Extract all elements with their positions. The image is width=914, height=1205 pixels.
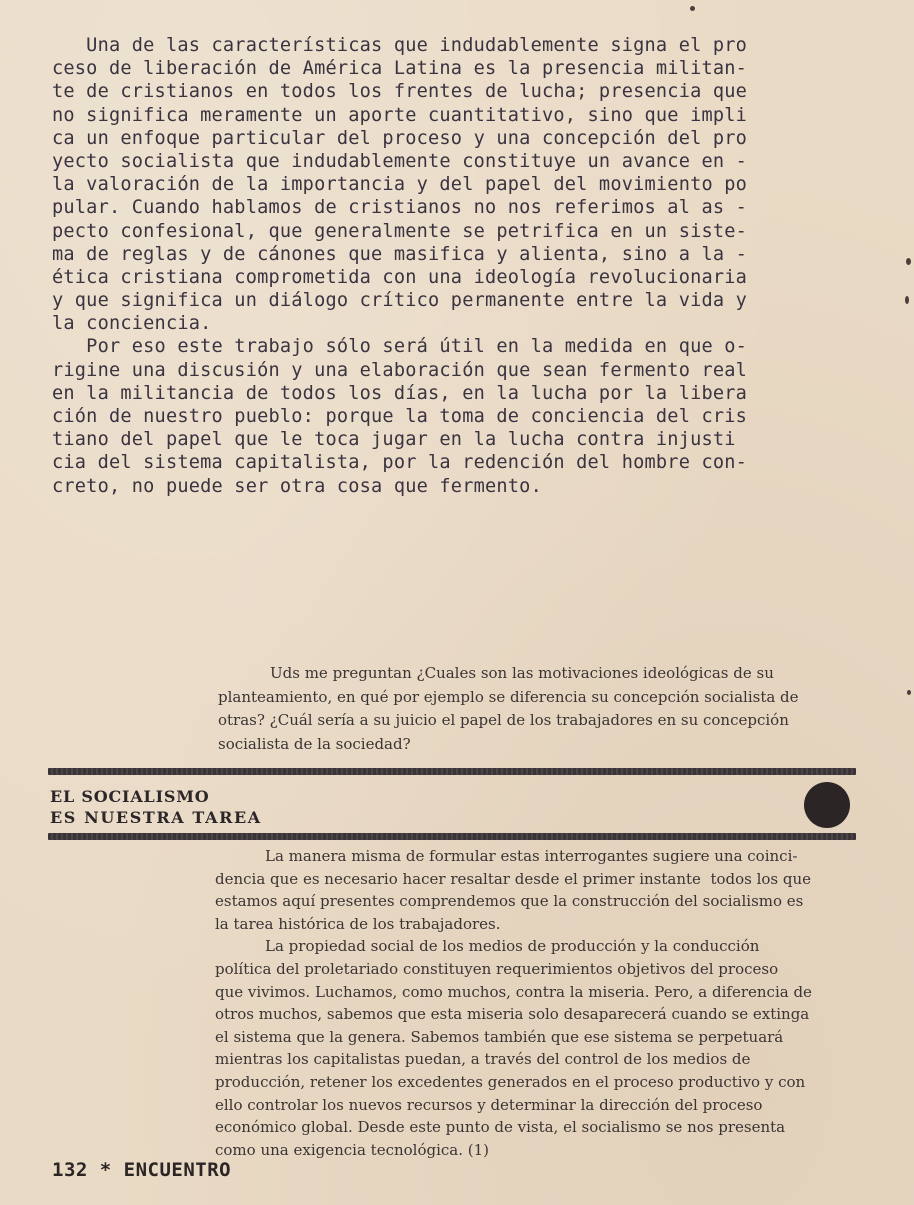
paper-speck [907,690,911,695]
section-heading [50,786,262,828]
typed-line: pular. Cuando hablamos de cristianos no nos referimos al as - [52,197,748,219]
page-footer: 132 * ENCUENTRO [52,1159,232,1181]
typed-line: la conciencia. [52,313,212,335]
typed-paragraphs [52,34,792,498]
body-line: como una exigencia tecnológica. (1) [215,1140,490,1159]
section-bullet-dot [804,782,850,828]
body-line: ello controlar los nuevos recursos y determinar la dirección del proceso [215,1095,763,1114]
typed-line: te de cristianos en todos los frentes de lucha; presencia que [52,81,748,103]
body-line: producción, retener los excedentes generados en el proceso productivo y con [215,1072,806,1091]
body-line: La manera misma de formular estas interrogantes sugiere una coinci- [265,847,798,865]
typed-line: ética cristiana comprometida con una ideología revolucionaria [52,266,748,288]
typed-line: ca un enfoque particular del proceso y una concepción del pro [52,127,748,149]
body-line: mientras los capitalistas puedan, a través del control de los medios de [215,1050,751,1069]
typed-line: en la militancia de todos los días, en la lucha por la libera [52,382,748,404]
typed-line: Por eso este trabajo sólo será útil en la medida en que o- [52,336,748,358]
section-heading-line: ES NUESTRA TAREA [50,808,262,827]
body-line: económico global. Desde este punto de vista, el socialismo se nos presenta [215,1118,786,1137]
body-line: política del proletariado constituyen requerimientos objetivos del proceso [215,959,779,978]
typed-line: ceso de liberación de América Latina es la presencia militan- [52,58,748,80]
body-line: dencia que es necesario hacer resaltar desde el primer instante todos los que [215,869,812,888]
question-line: otras? ¿Cuál sería a su juicio el papel de los trabajadores en su concepción [218,711,789,729]
typed-line: la valoración de la importancia y del papel del movimiento po [52,174,748,196]
typed-line: Una de las características que indudablemente signa el pro [52,35,748,56]
typed-line: ma de reglas y de cánones que masifica y alienta, sino a la - [52,243,748,265]
question-line: planteamiento, en qué por ejemplo se diferencia su concepción socialista de [218,687,799,706]
body-line: La propiedad social de los medios de producción y la conducción [265,937,760,956]
typed-line: ción de nuestro pueblo: porque la toma de conciencia del cris [52,406,748,427]
section-rule-top [48,768,856,775]
paper-speck [906,258,911,265]
section-rule-bottom [48,833,856,840]
question-line: socialista de la sociedad? [218,734,411,753]
typed-line: creto, no puede ser otra cosa que fermento. [52,475,542,497]
typed-line: cia del sistema capitalista, por la redención del hombre con- [52,452,748,474]
typed-line: rigine una discusión y una elaboración que sean fermento real [52,359,748,381]
body-line: la tarea histórica de los trabajadores. [215,914,501,933]
paper-speck [690,6,695,11]
typed-line: tiano del papel que le toca jugar en la lucha contra injusti [52,429,736,451]
body-line: el sistema que la genera. Sabemos también que ese sistema se perpetuará [215,1027,784,1046]
question-line: Uds me preguntan ¿Cuales son las motivaciones ideológicas de su [270,664,774,682]
body-line: otros muchos, sabemos que esta miseria solo desaparecerá cuando se extinga [215,1005,810,1024]
typed-line: y que significa un diálogo crítico permanente entre la vida y [52,290,748,312]
answer-body [215,845,845,1161]
paper-speck [905,296,909,304]
typed-line: pecto confesional, que generalmente se petrifica en un siste- [52,220,748,242]
body-line: estamos aquí presentes comprendemos que la construcción del socialismo es [215,892,804,911]
typed-line: no significa meramente un aporte cuantitativo, sino que impli [52,104,748,126]
interview-question [218,662,850,756]
section-heading-line: EL SOCIALISMO [50,787,210,806]
body-line: que vivimos. Luchamos, como muchos, contra la miseria. Pero, a diferencia de [215,982,812,1001]
typed-line: yecto socialista que indudablemente constituye un avance en - [52,150,748,172]
